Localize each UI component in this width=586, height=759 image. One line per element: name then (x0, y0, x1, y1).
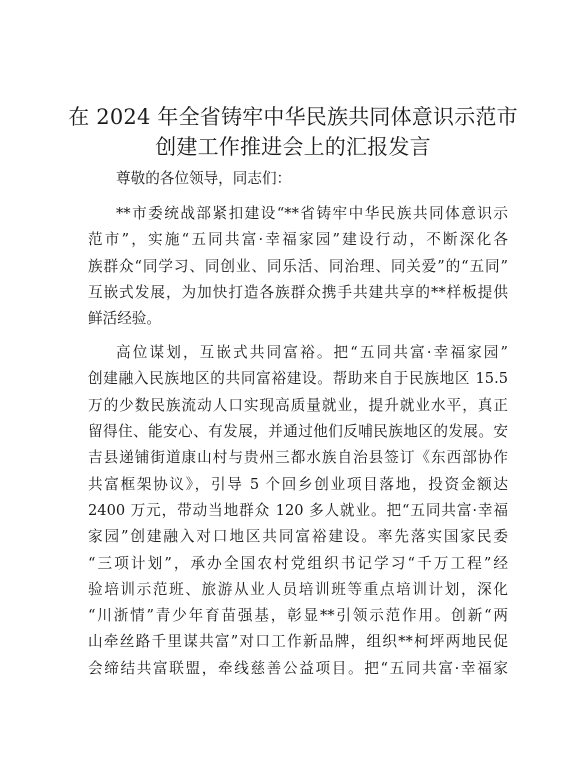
paragraph-2-line-2: 创建融入民族地区的共同富裕建设。帮助来自于民族地区 15.5 (88, 370, 508, 387)
paragraph-1-line-5: 鲜活经验。 (88, 310, 161, 327)
paragraph-2-line-10: 验培训示范班、旅游从业人员培训班等重点培训计划，深化 (88, 581, 508, 598)
paragraph-2-line-6: 共富框架协议》，引导 5 个回乡创业项目落地，投资金额达 (88, 476, 508, 493)
greeting: 尊敬的各位领导，同志们： (116, 170, 292, 187)
paragraph-2-line-7: 2400 万元，带动当地群众 120 多人就业。把“五同共富·幸福 (88, 502, 508, 519)
paragraph-1-line-1: **市委统战部紧扣建设“**省铸牢中华民族共同体意识示 (116, 205, 508, 222)
paragraph-2-line-3: 万的少数民族流动人口实现高质量就业，提升就业水平，真正 (88, 397, 508, 414)
paragraph-1-line-4: 互嵌式发展，为加快打造各族群众携手共建共享的**样板提供 (88, 284, 508, 301)
paragraph-1-line-2: 范市”，实施“五同共富·幸福家园”建设行动，不断深化各 (88, 231, 508, 248)
document-title-line-1: 在 2024 年全省铸牢中华民族共同体意识示范市 (68, 105, 518, 129)
paragraph-2-line-12: 山牵丝路千里谋共富”对口工作新品牌，组织**柯坪两地民促 (88, 633, 508, 650)
paragraph-2-line-5: 吉县递铺街道康山村与贵州三都水族自治县签订《东西部协作 (88, 449, 508, 466)
paragraph-2-line-13: 会缔结共富联盟，牵线慈善公益项目。把“五同共富·幸福家 (88, 660, 508, 677)
document-title-line-2: 创建工作推进会上的汇报发言 (155, 135, 431, 159)
paragraph-2-line-4: 留得住、能安心、有发展，并通过他们反哺民族地区的发展。安 (88, 423, 508, 440)
paragraph-2-line-8: 家园”创建融入对口地区共同富裕建设。率先落实国家民委 (88, 528, 508, 545)
paragraph-2-line-9: “三项计划”，承办全国农村党组织书记学习“千万工程”经 (88, 555, 508, 572)
paragraph-1-line-3: 族群众“同学习、同创业、同乐活、同治理、同关爱”的“五同” (88, 258, 508, 275)
paragraph-2-line-11: “川浙情”青少年育苗强基，彰显**引领示范作用。创新“两 (88, 607, 508, 624)
paragraph-2-line-1: 高位谋划，互嵌式共同富裕。把“五同共富·幸福家园” (116, 344, 508, 361)
